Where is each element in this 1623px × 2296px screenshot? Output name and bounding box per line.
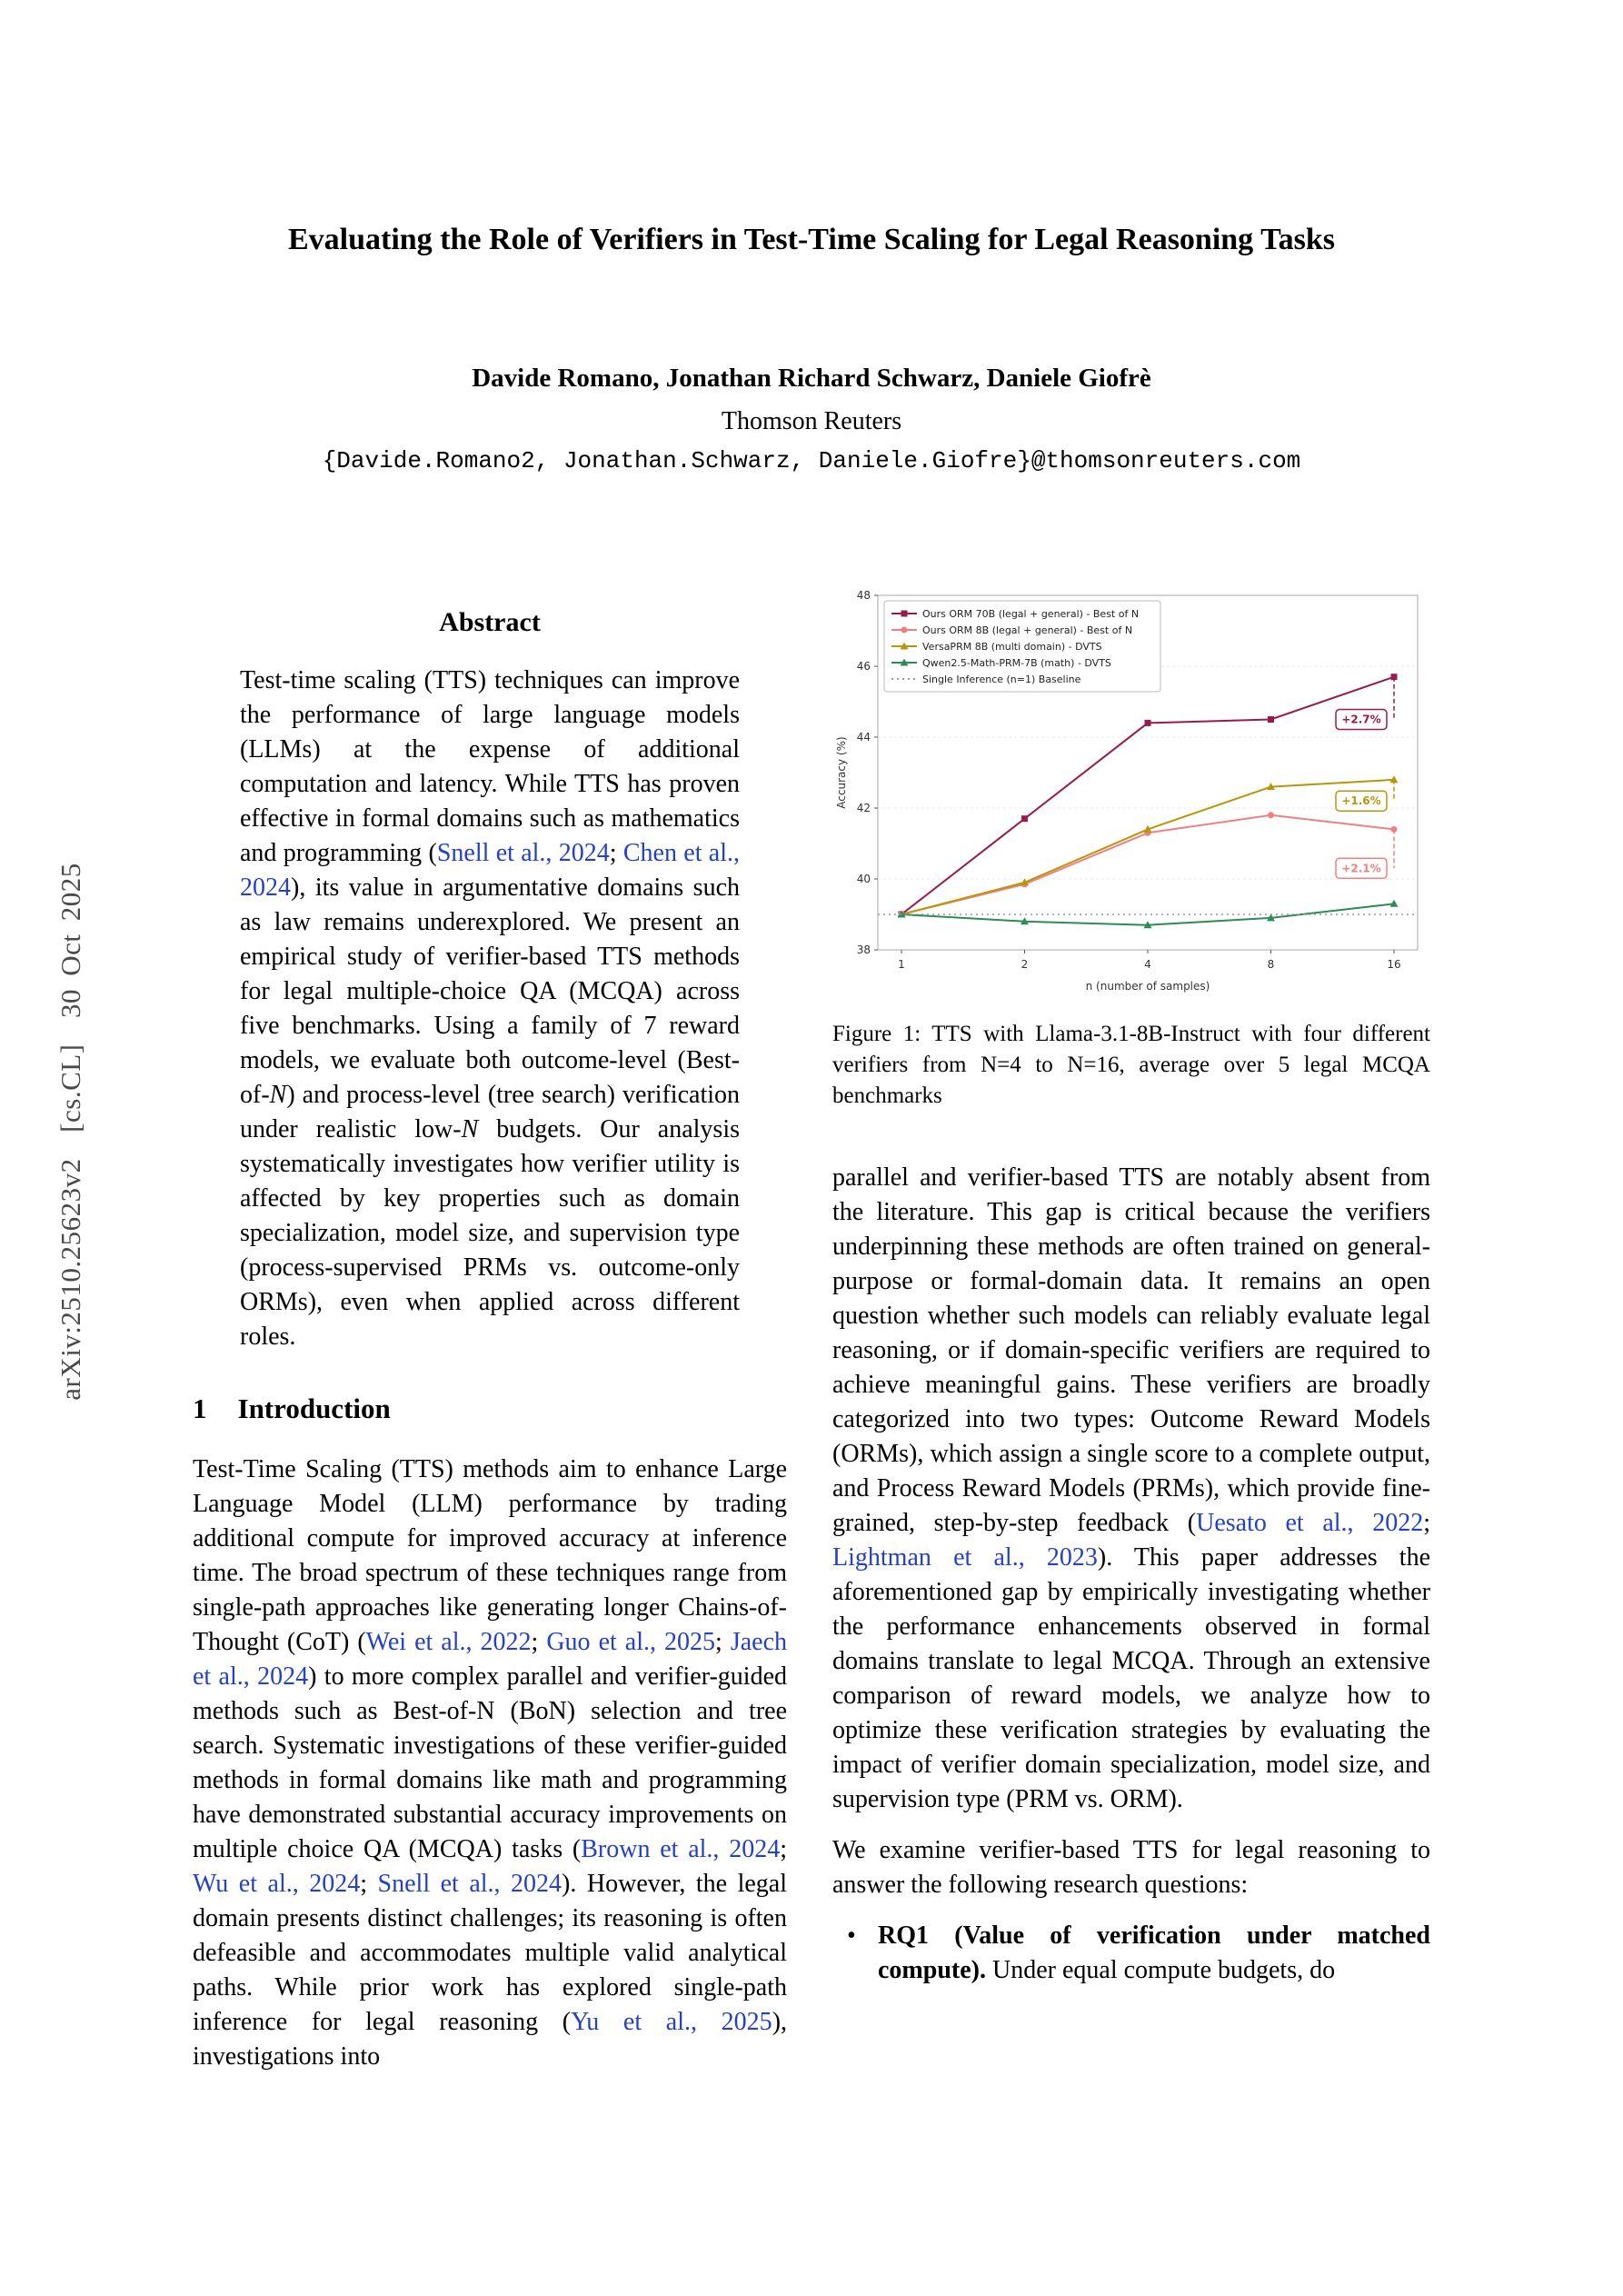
svg-text:1: 1	[898, 958, 905, 971]
svg-text:Qwen2.5-Math-PRM-7B (math) - D: Qwen2.5-Math-PRM-7B (math) - DVTS	[922, 657, 1111, 669]
svg-text:Ours ORM 8B (legal + general): Ours ORM 8B (legal + general) - Best of N	[922, 624, 1133, 636]
citation-link[interactable]: Uesato et al., 2022	[1196, 1509, 1424, 1537]
svg-text:46: 46	[856, 660, 871, 673]
citation-link[interactable]: Wei et al., 2022	[365, 1628, 532, 1656]
left-column	[193, 602, 787, 2074]
citation-link[interactable]: Chen et al., 2024	[240, 839, 740, 902]
svg-text:16: 16	[1387, 958, 1401, 971]
citation-link[interactable]: Brown et al., 2024	[581, 1835, 781, 1863]
svg-text:n (number of samples): n (number of samples)	[1085, 980, 1210, 993]
svg-text:Accuracy (%): Accuracy (%)	[835, 736, 848, 809]
right-paragraph-1	[832, 1161, 1430, 1817]
email-link[interactable]: {Davide.Romano2, Jonathan.Schwarz, Daniele.Giofre}@thomsonreuters.com	[322, 447, 1301, 474]
citation-link[interactable]: Snell et al., 2024	[436, 839, 610, 867]
rq1-bullet-item	[832, 1919, 1430, 1988]
figure1-line-chart	[832, 586, 1430, 1004]
citation-link[interactable]: Lightman et al., 2023	[832, 1543, 1098, 1572]
citation-link[interactable]: Snell et al., 2024	[377, 1870, 563, 1898]
svg-text:2: 2	[1021, 958, 1029, 971]
text-segment: ;	[1423, 1509, 1430, 1537]
abstract-text	[193, 664, 787, 1354]
text-segment: ;	[360, 1870, 378, 1898]
section-1-heading	[193, 1393, 787, 1425]
abstract-heading: Abstract	[439, 607, 541, 637]
introduction-paragraph	[193, 1452, 787, 2074]
citation-link[interactable]: Wu et al., 2024	[193, 1870, 361, 1898]
figure1	[832, 586, 1430, 1112]
text-segment: N	[269, 1081, 287, 1109]
arxiv-watermark: arXiv:2510.25623v2 [cs.CL] 30 Oct 2025	[55, 863, 86, 1401]
svg-text:4: 4	[1144, 958, 1151, 971]
svg-text:+2.1%: +2.1%	[1341, 862, 1381, 875]
text-segment: Test-Time Scaling (TTS) methods aim to enhance Large Language Model (LLM) performance by trading additional compute for improved accuracy at inference time. The broad spectrum of these techniques range from single-path approaches like generating longer Chains-of-Thought (CoT) (	[193, 1455, 787, 1656]
section-number: 1	[193, 1393, 207, 1424]
text-segment: ). This paper addresses the aforementioned gap by empirically investigating whether the performance enhancements observed in formal domains translate to legal MCQA. Through an extensive comparison of reward models, we analyze how to optimize these verification strategies by evaluating the impact of verifier domain specialization, model size, and supervision type (PRM vs. ORM).	[832, 1543, 1430, 1813]
text-segment: ;	[531, 1628, 547, 1656]
svg-text:8: 8	[1267, 958, 1275, 971]
authors-line: Davide Romano, Jonathan Richard Schwarz, Daniele Giofrè	[472, 364, 1151, 393]
svg-text:VersaPRM 8B (multi domain) - D: VersaPRM 8B (multi domain) - DVTS	[922, 641, 1102, 653]
text-segment: ;	[609, 839, 623, 867]
citation-link[interactable]: Guo et al., 2025	[546, 1628, 716, 1656]
text-segment: parallel and verifier-based TTS are notably absent from the literature. This gap is critical because the verifiers underpinning these methods are often trained on general-purpose or formal-domain data. It remains an open question whether such models can reliably evaluate legal reasoning, or if domain-specific verifiers are required to achieve meaningful gains. These verifiers are broadly categorized into two types: Outcome Reward Models (ORMs), which assign a single score to a complete output, and Process Reward Models (PRMs), which provide fine-grained, step-by-step feedback (	[832, 1163, 1430, 1537]
figure1-chart-svg-host	[832, 586, 1430, 1004]
figure1-caption: Figure 1: TTS with Llama-3.1-8B-Instruct with four different verifiers from N=4 to N=16, average over 5 legal MCQA benchmarks	[832, 1022, 1430, 1108]
svg-text:44: 44	[856, 731, 871, 744]
rq1-text: Under equal compute budgets, do	[985, 1956, 1336, 1984]
right-column	[832, 586, 1430, 1988]
text-segment: Test-time scaling (TTS) techniques can improve the performance of large language models (LLMs) at the expense of additional computation and latency. While TTS has proven effective in formal domains such as mathematics and programming (	[240, 666, 740, 867]
text-segment: ;	[780, 1835, 787, 1863]
text-segment: ), investigations into	[193, 2008, 788, 2071]
citation-link[interactable]: Yu et al., 2025	[571, 2008, 772, 2036]
citation-link[interactable]: Jaech et al., 2024	[193, 1628, 787, 1691]
svg-text:+2.7%: +2.7%	[1341, 713, 1381, 726]
rq1-bold-label: RQ1 (Value of verification under matched compute).	[878, 1922, 1430, 1984]
section-title: Introduction	[237, 1393, 391, 1424]
text-segment: ). However, the legal domain presents distinct challenges; its reasoning is often defeasible and accommodates multiple valid analytical paths. While prior work has explored single-path inference for legal reasoning (	[193, 1870, 788, 2036]
text-segment: ;	[715, 1628, 731, 1656]
svg-text:48: 48	[856, 589, 871, 602]
svg-text:Ours ORM 70B (legal + general): Ours ORM 70B (legal + general) - Best of N	[922, 608, 1140, 620]
bullet-marker: •	[847, 1922, 856, 1950]
svg-text:+1.6%: +1.6%	[1341, 794, 1381, 808]
paper-title: Evaluating the Role of Verifiers in Test-Time Scaling for Legal Reasoning Tasks	[287, 222, 1336, 256]
text-segment: ) and process-level (tree search) verification under realistic low-	[240, 1081, 740, 1143]
affiliation-line: Thomson Reuters	[721, 407, 902, 435]
right-paragraph-2: We examine verifier-based TTS for legal reasoning to answer the following research questions:	[832, 1836, 1430, 1899]
text-segment: ) to more complex parallel and verifier-guided methods such as Best-of-N (BoN) selection and tree search. Systematic investigations of these verifier-guided methods in formal domains like math and programming have demonstrated substantial accuracy improvements on multiple choice QA (MCQA) tasks (	[193, 1662, 788, 1863]
text-segment: budgets. Our analysis systematically investigates how verifier utility is affected by key properties such as domain specialization, model size, and supervision type (process-supervised PRMs vs. outcome-only ORMs), even when applied across different roles.	[240, 1115, 741, 1351]
svg-text:40: 40	[856, 873, 871, 885]
svg-text:Single Inference (n=1) Baselin: Single Inference (n=1) Baseline	[922, 674, 1081, 685]
svg-text:42: 42	[856, 802, 871, 814]
svg-text:38: 38	[856, 943, 871, 956]
text-segment: N	[461, 1115, 479, 1143]
text-segment: ), its value in argumentative domains such as law remains underexplored. We present an empirical study of verifier-based TTS methods for legal multiple-choice QA (MCQA) across five benchmarks. Using a family of 7 reward models, we evaluate both outcome-level (Best-of-	[240, 873, 740, 1109]
